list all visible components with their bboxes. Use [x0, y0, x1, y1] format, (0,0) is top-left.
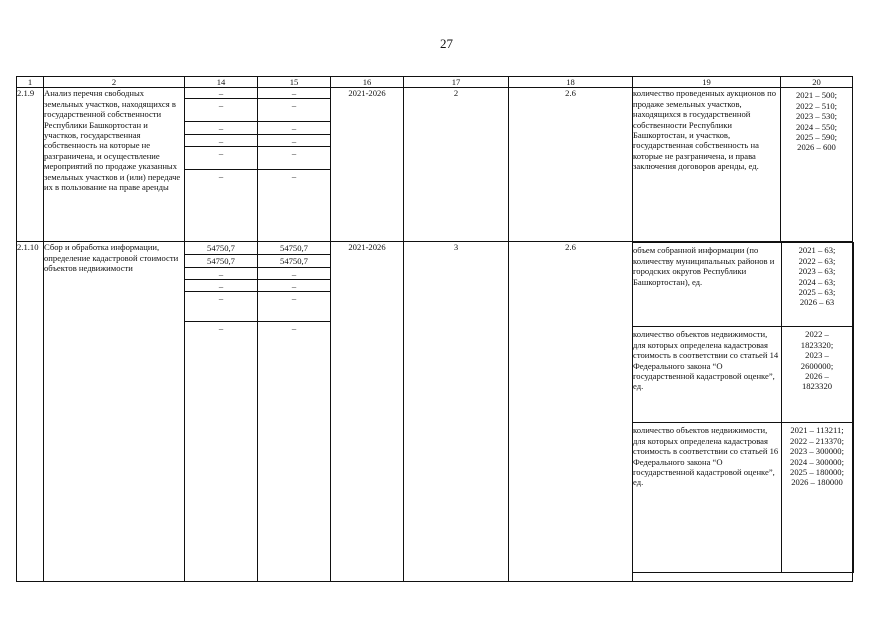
- cell-value: –: [257, 292, 331, 322]
- cell-value: 54750,7: [257, 242, 331, 255]
- indicator-values: [781, 327, 853, 423]
- cell-value: 54750,7: [184, 242, 258, 255]
- indicator-row: [633, 327, 853, 423]
- indicator-subtable: [633, 242, 854, 573]
- indicator-value: 2021 – 63;: [798, 245, 836, 256]
- indicator-value: 2025 – 63;: [798, 287, 836, 298]
- cell-value: –: [184, 122, 258, 135]
- cell-value: –: [257, 88, 331, 99]
- indicator-text: количество проведенных аукционов по продаже земельных участков, находящихся в государственной собственности Республики Башкортостан, и участков, государственная собственность на которые не разграничена, и права заключения договоров аренды, ед.: [633, 88, 781, 242]
- indicator-value: 2022 – 63;: [798, 255, 836, 266]
- indicator-row: [633, 423, 853, 573]
- cell-value: –: [184, 268, 258, 280]
- indicator-value: 2025 – 180000;: [790, 467, 844, 478]
- cell-value: –: [184, 135, 258, 147]
- col-header-20: 20: [781, 77, 853, 88]
- indicator-value: 2024 – 63;: [798, 276, 836, 287]
- cell-value: –: [184, 147, 258, 170]
- page-number: 27: [440, 36, 453, 51]
- indicator-value: 2026 –: [805, 371, 829, 382]
- cell-value: –: [184, 88, 258, 99]
- table-row: [17, 242, 853, 582]
- row-col18: 2.6: [509, 88, 633, 242]
- indicator-value: 2022 – 213370;: [790, 435, 844, 446]
- row-id: 2.1.10: [17, 242, 44, 582]
- cell-value: –: [257, 99, 331, 122]
- col-header-15: 15: [258, 77, 331, 88]
- row-period: 2021-2026: [331, 88, 404, 242]
- cell-value: –: [184, 292, 258, 322]
- col-header-16: 16: [331, 77, 404, 88]
- cell-value: –: [291, 323, 297, 334]
- cell-value: 54750,7: [184, 255, 258, 268]
- row-id: 2.1.9: [17, 88, 44, 242]
- cell-value: –: [184, 280, 258, 292]
- cell-value: –: [257, 135, 331, 147]
- col-header-18: 18: [509, 77, 633, 88]
- indicator-text: объем собранной информации (по количеству муниципальных районов и городских округов Республики Башкортостан), ед.: [633, 243, 781, 327]
- indicator-value: 2021 – 113211;: [790, 425, 844, 436]
- indicator-value: 2026 – 63: [799, 297, 835, 308]
- indicator-value: 2022 –: [805, 329, 829, 340]
- indicator-value: 2600000;: [800, 360, 834, 371]
- row-col17: 2: [404, 88, 509, 242]
- indicator-values: [781, 423, 853, 573]
- indicator-value: 2022 – 510;: [795, 100, 838, 111]
- indicator-value: 2023 –: [805, 350, 829, 361]
- row-col17: 3: [404, 242, 509, 582]
- program-table: [16, 76, 853, 582]
- row-period: 2021-2026: [331, 242, 404, 582]
- indicator-value: 2025 – 590;: [795, 132, 838, 143]
- cell-value: 54750,7: [257, 255, 331, 268]
- indicator-text: количество объектов недвижимости, для которых определена кадастровая стоимость в соответствии со статьей 16 Федерального закона “О государственной кадастровой оценке”, ед.: [633, 423, 781, 573]
- funding-col14: [185, 242, 258, 582]
- funding-col14: [185, 88, 258, 242]
- col-header-17: 17: [404, 77, 509, 88]
- table-row: [17, 88, 853, 242]
- indicator-values: [781, 243, 853, 327]
- col-header-1: 1: [17, 77, 44, 88]
- indicator-value: 2026 – 180000: [791, 477, 843, 488]
- indicator-value: 2021 – 500;: [795, 90, 838, 101]
- cell-value: –: [184, 99, 258, 122]
- indicator-value: 2026 – 600: [797, 142, 836, 153]
- indicator-value: 2024 – 300000;: [790, 456, 844, 467]
- cell-value: –: [257, 280, 331, 292]
- cell-value: –: [257, 268, 331, 280]
- col-header-2: 2: [44, 77, 185, 88]
- indicator-value: 2023 – 300000;: [790, 446, 844, 457]
- row-name: Сбор и обработка информации, определение кадастровой стоимости объектов недвижимости: [44, 242, 185, 582]
- cell-value: –: [257, 147, 331, 170]
- indicator-value: 2023 – 63;: [798, 266, 836, 277]
- indicator-values: [781, 88, 853, 242]
- funding-col15: [258, 242, 331, 582]
- col-header-14: 14: [185, 77, 258, 88]
- cell-value: –: [218, 323, 224, 334]
- row-name: Анализ перечня свободных земельных участков, находящихся в государственной собственности Республики Башкортостан и участков, государственная собственность на которые не разграничена, и осуществление мероприятий по продаже указанных земельных участков и (или) передаче их в пользование на праве аренды: [44, 88, 185, 242]
- indicator-value: 2024 – 550;: [795, 121, 838, 132]
- indicator-value: 1823320: [801, 381, 833, 392]
- cell-value: –: [218, 171, 224, 182]
- indicator-value: 2023 – 530;: [795, 111, 838, 122]
- indicator-value: 1823320;: [800, 339, 834, 350]
- indicator-text: количество объектов недвижимости, для которых определена кадастровая стоимость в соответствии со статьей 14 Федерального закона “О государственной кадастровой оценке”, ед.: [633, 327, 781, 423]
- indicator-group: [633, 242, 853, 582]
- row-col18: 2.6: [509, 242, 633, 582]
- funding-col15: [258, 88, 331, 242]
- header-row: [17, 77, 853, 88]
- indicator-row: [633, 243, 853, 327]
- col-header-19: 19: [633, 77, 781, 88]
- cell-value: –: [257, 122, 331, 135]
- cell-value: –: [291, 171, 297, 182]
